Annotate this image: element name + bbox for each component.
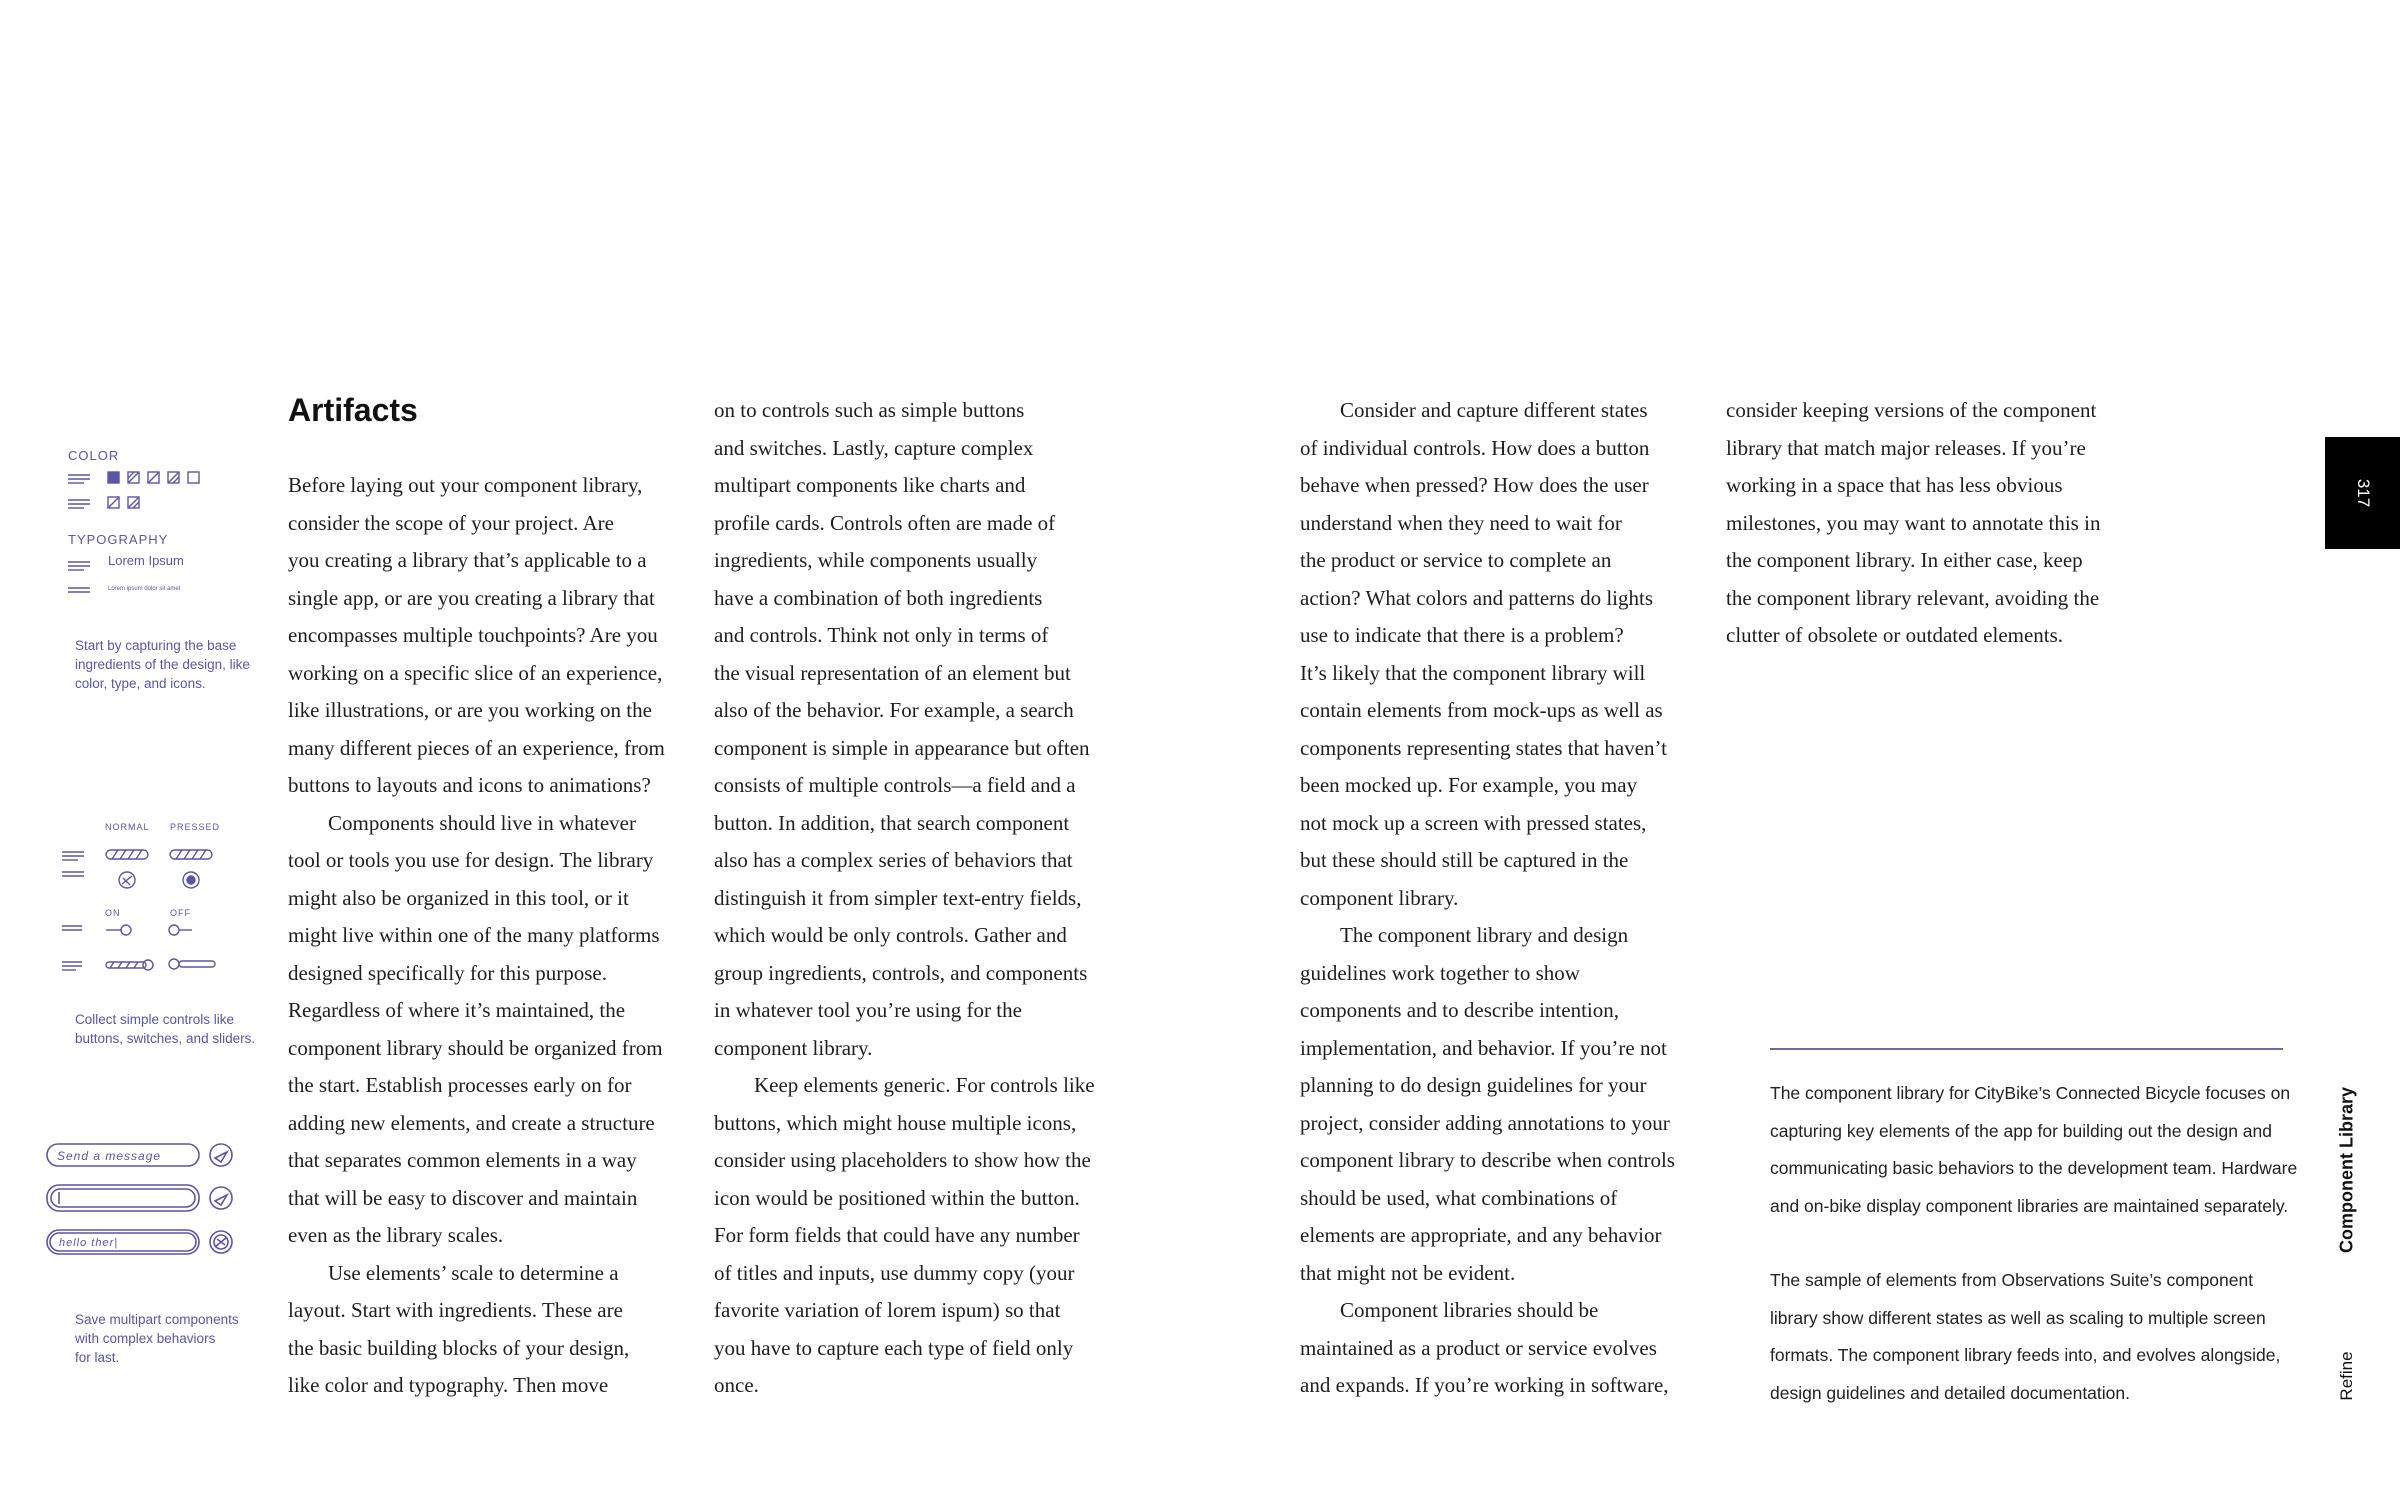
text-line: that will be easy to discover and maintain: [288, 1185, 638, 1210]
sidenote-line: The sample of elements from Observations Suite’s component: [1770, 1270, 2254, 1290]
typed-field-text: hello ther|: [59, 1237, 119, 1249]
text-line: component library.: [714, 1035, 873, 1060]
paragraph: [1300, 917, 1675, 1292]
sidenote-line: formats. The component library feeds into, and evolves alongside,: [1770, 1345, 2281, 1365]
paragraph: [714, 1067, 1095, 1405]
text-line: distinguish it from simpler text-entry fields,: [714, 885, 1082, 910]
text-line: working in a space that has less obvious: [1726, 473, 2063, 497]
text-line: use to indicate that there is a problem?: [1300, 623, 1624, 647]
text-line: the component library. In either case, keep: [1726, 548, 2083, 572]
typography-sample: Lorem Ipsum: [108, 553, 184, 568]
components-sketch: [45, 1140, 265, 1270]
text-line: Use elements’ scale to determine a: [328, 1260, 619, 1285]
text-line: and switches. Lastly, capture complex: [714, 435, 1034, 460]
text-line: group ingredients, controls, and components: [714, 960, 1088, 985]
text-line: library that match major releases. If you’re: [1726, 435, 2086, 460]
text-line: ingredients, while components usually: [714, 548, 1038, 572]
text-line: clutter of obsolete or outdated elements.: [1726, 623, 2064, 647]
text-line: Consider and capture different states: [1340, 398, 1648, 422]
text-line: elements are appropriate, and any behavior: [1300, 1223, 1662, 1247]
text-line: Component libraries should be: [1340, 1298, 1599, 1322]
text-line: It’s likely that the component library will: [1300, 660, 1646, 685]
text-line: of individual controls. How does a button: [1300, 435, 1650, 460]
text-line: action? What colors and patterns do lights: [1300, 585, 1654, 610]
sidenote-rule: [1770, 1048, 2283, 1050]
text-line: on to controls such as simple buttons: [714, 398, 1025, 422]
text-line: and expands. If you’re working in software,: [1300, 1373, 1669, 1397]
text-line: guidelines work together to show: [1300, 960, 1580, 985]
text-line: adding new elements, and create a structure: [288, 1110, 655, 1135]
color-label: COLOR: [68, 448, 120, 463]
text-line: which would be only controls. Gather and: [714, 923, 1067, 947]
caption-line: Start by capturing the base: [75, 638, 237, 653]
text-line: consider the scope of your project. Are: [288, 510, 614, 535]
typography-label: TYPOGRAPHY: [68, 532, 169, 547]
text-line: the basic building blocks of your design,: [288, 1335, 630, 1360]
text-line: you have to capture each type of field only: [714, 1335, 1074, 1360]
paragraph: [288, 1255, 665, 1405]
text-line: consider using placeholders to show how the: [714, 1148, 1091, 1172]
text-line: in whatever tool you’re using for the: [714, 998, 1022, 1022]
text-line: the component library relevant, avoiding the: [1726, 585, 2100, 610]
paragraph: [1300, 1292, 1675, 1405]
sidenote-citybike: [1770, 1075, 2310, 1225]
text-line: designed specifically for this purpose.: [288, 960, 607, 985]
text-line: might live within one of the many platforms: [288, 923, 660, 947]
text-line: buttons, which might house multiple icons,: [714, 1110, 1077, 1135]
text-line: tool or tools you use for design. The library: [288, 848, 654, 872]
text-line: component is simple in appearance but often: [714, 735, 1090, 760]
text-line: that separates common elements in a way: [288, 1148, 637, 1172]
text-line: consists of multiple controls—a field and a: [714, 773, 1076, 797]
paragraph: [1300, 392, 1675, 917]
text-line: been mocked up. For example, you may: [1300, 773, 1638, 797]
text-line: of titles and inputs, use dummy copy (your: [714, 1260, 1075, 1285]
text-line: consider keeping versions of the component: [1726, 398, 2097, 422]
text-line: planning to do design guidelines for your: [1300, 1073, 1647, 1097]
text-line: The component library and design: [1340, 923, 1629, 947]
text-line: the start. Establish processes early on for: [288, 1073, 632, 1097]
caption-line: Save multipart components: [75, 1312, 239, 1327]
text-line: that might not be evident.: [1300, 1260, 1516, 1285]
sidenote-line: and on-bike display component libraries are maintained separately.: [1770, 1195, 2289, 1216]
text-line: might also be organized in this tool, or it: [288, 885, 629, 910]
text-line: maintained as a product or service evolves: [1300, 1335, 1657, 1360]
body-column-3: [1300, 392, 1675, 1405]
typography-sample-small: Lorem ipsum dolor sit amet: [108, 586, 181, 592]
caption-line: ingredients of the design, like: [75, 657, 250, 672]
text-line: favorite variation of lorem ispum) so that: [714, 1298, 1061, 1322]
sidenote-line: library show different states as well as scaling to multiple screen: [1770, 1307, 2266, 1328]
text-line: component library to describe when controls: [1300, 1148, 1675, 1172]
text-line: understand when they need to wait for: [1300, 510, 1622, 535]
text-line: like illustrations, or are you working on the: [288, 698, 652, 722]
text-line: component library.: [1300, 885, 1459, 910]
page-number: 317: [2353, 478, 2373, 508]
caption-line: color, type, and icons.: [75, 676, 206, 691]
text-line: once.: [714, 1373, 759, 1397]
text-line: button. In addition, that search component: [714, 810, 1070, 835]
text-line: the visual representation of an element but: [714, 660, 1071, 685]
text-line: also has a complex series of behaviors that: [714, 848, 1073, 872]
text-line: and controls. Think not only in terms of: [714, 623, 1049, 647]
pressed-label: PRESSED: [170, 822, 221, 832]
text-line: single app, or are you creating a library that: [288, 585, 655, 610]
caption-ingredients: [75, 636, 255, 693]
text-line: like color and typography. Then move: [288, 1373, 609, 1397]
controls-sketch: [60, 818, 260, 978]
text-line: For form fields that could have any number: [714, 1223, 1080, 1247]
caption-components: [75, 1310, 255, 1367]
text-line: behave when pressed? How does the user: [1300, 473, 1649, 497]
body-column-2: [714, 392, 1095, 1405]
text-line: buttons to layouts and icons to animations?: [288, 773, 651, 797]
text-line: icon would be positioned within the button.: [714, 1185, 1080, 1210]
text-line: profile cards. Controls often are made of: [714, 510, 1056, 535]
body-column-4: [1726, 392, 2100, 655]
paragraph: [1726, 392, 2100, 655]
text-line: you creating a library that’s applicable to a: [288, 548, 647, 572]
text-line: multipart components like charts and: [714, 473, 1026, 497]
text-line: should be used, what combinations of: [1300, 1185, 1618, 1210]
paragraph: [288, 805, 665, 1255]
caption-controls: [75, 1010, 255, 1048]
paragraph: [714, 392, 1095, 1067]
section-title: Component Library: [2336, 1086, 2357, 1254]
normal-label: NORMAL: [105, 822, 150, 832]
part-title: Refine: [2337, 1351, 2356, 1401]
message-field-text: Send a message: [57, 1149, 162, 1163]
text-line: but these should still be captured in the: [1300, 848, 1629, 872]
page-number-tab: [2325, 437, 2400, 549]
text-line: not mock up a screen with pressed states,: [1300, 810, 1647, 835]
text-line: components representing states that haven’t: [1300, 735, 1668, 760]
ingredients-sketch: [60, 440, 260, 600]
caption-line: for last.: [75, 1350, 120, 1365]
text-line: implementation, and behavior. If you’re not: [1300, 1035, 1667, 1060]
body-column-1: [288, 467, 665, 1405]
text-line: Components should live in whatever: [328, 810, 636, 835]
sidenote-line: capturing key elements of the app for building out the design and: [1770, 1120, 2273, 1141]
text-line: contain elements from mock-ups as well as: [1300, 698, 1663, 722]
page-heading: Artifacts: [288, 392, 418, 428]
text-line: component library should be organized from: [288, 1035, 663, 1060]
caption-line: Collect simple controls like: [75, 1012, 235, 1027]
on-label: ON: [105, 908, 121, 918]
text-line: Keep elements generic. For controls like: [754, 1073, 1095, 1097]
caption-line: buttons, switches, and sliders.: [75, 1031, 256, 1046]
text-line: milestones, you may want to annotate this in: [1726, 510, 2101, 535]
sidenote-observations: [1770, 1262, 2310, 1412]
text-line: Regardless of where it’s maintained, the: [288, 998, 626, 1022]
caption-line: with complex behaviors: [75, 1331, 216, 1346]
sidenote-line: design guidelines and detailed documentation.: [1770, 1382, 2130, 1403]
sidenote-line: communicating basic behaviors to the development team. Hardware: [1770, 1158, 2298, 1178]
text-line: many different pieces of an experience, from: [288, 735, 665, 760]
text-line: project, consider adding annotations to your: [1300, 1110, 1670, 1135]
sidenote-line: The component library for CityBike’s Connected Bicycle focuses on: [1770, 1083, 2291, 1103]
text-line: working on a specific slice of an experience,: [288, 660, 663, 685]
text-line: layout. Start with ingredients. These are: [288, 1298, 623, 1322]
text-line: components and to describe intention,: [1300, 998, 1620, 1022]
text-line: Before laying out your component library,: [288, 473, 643, 497]
off-label: OFF: [170, 908, 191, 918]
paragraph: [288, 467, 665, 805]
text-line: also of the behavior. For example, a search: [714, 698, 1074, 722]
text-line: encompasses multiple touchpoints? Are you: [288, 623, 658, 647]
text-line: have a combination of both ingredients: [714, 585, 1043, 610]
text-line: even as the library scales.: [288, 1223, 504, 1247]
text-line: the product or service to complete an: [1300, 548, 1612, 572]
